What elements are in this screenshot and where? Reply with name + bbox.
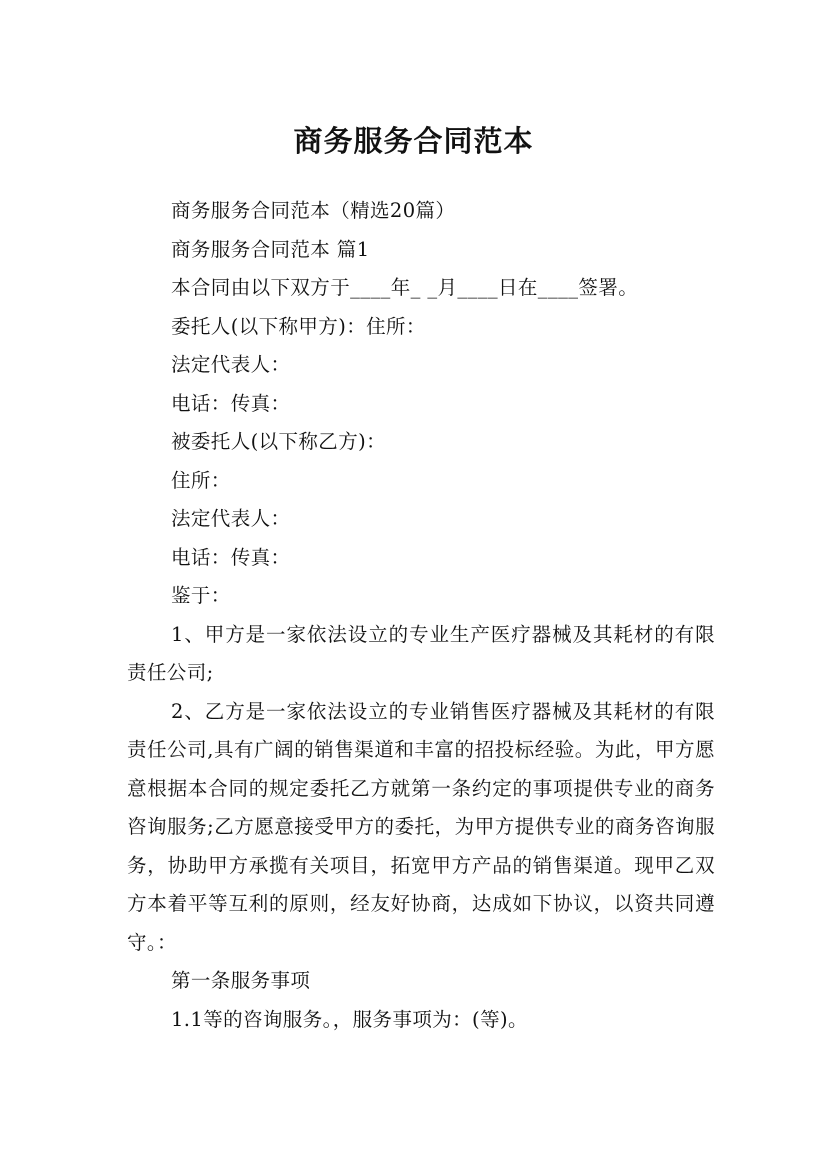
document-body bbox=[127, 192, 715, 1039]
paragraph-party-b-address: 住所： bbox=[171, 468, 231, 492]
paragraph-party-a: 委托人(以下称甲方)：住所： bbox=[171, 314, 426, 338]
paragraph-party-b: 被委托人(以下称乙方)： bbox=[171, 430, 387, 453]
paragraph-recital-1: 1、甲方是一家依法设立的专业生产医疗器械及其耗材的有限责任公司; bbox=[127, 622, 715, 684]
document-title: 商务服务合同范本 bbox=[293, 124, 534, 159]
paragraph-party-a-phone: 电话：传真： bbox=[171, 391, 291, 415]
paragraph-whereas: 鉴于： bbox=[171, 584, 231, 607]
paragraph-party-b-representative: 法定代表人： bbox=[171, 507, 291, 530]
paragraph-section-heading: 商务服务合同范本 篇1 bbox=[171, 237, 370, 261]
paragraph-party-a-representative: 法定代表人： bbox=[171, 353, 291, 376]
paragraph-recital-2: 2、乙方是一家依法设立的专业销售医疗器械及其耗材的有限责任公司,具有广阔的销售渠道和丰富的招投标经验。为此，甲方愿意根据本合同的规定委托乙方就第一条约定的事项提供专业的商务咨询服务;乙方愿意接受甲方的委托，为甲方提供专业的商务咨询服务，协助甲方承揽有关项目，拓宽甲方产品的销售渠道。现甲乙双方本着平等互利的原则，经友好协商，达成如下协议，以资共同遵守。： bbox=[127, 699, 715, 954]
paragraph-party-b-phone: 电话：传真： bbox=[171, 545, 291, 569]
paragraph-article-1-1: 1.1等的咨询服务。，服务事项为：(等)。 bbox=[171, 1007, 528, 1031]
paragraph-article-1-heading: 第一条服务事项 bbox=[171, 969, 311, 992]
paragraph-subtitle: 商务服务合同范本（精选20篇） bbox=[171, 199, 456, 222]
paragraph-signing-date: 本合同由以下双方于____年_ _月____日在____签署。 bbox=[171, 276, 639, 299]
